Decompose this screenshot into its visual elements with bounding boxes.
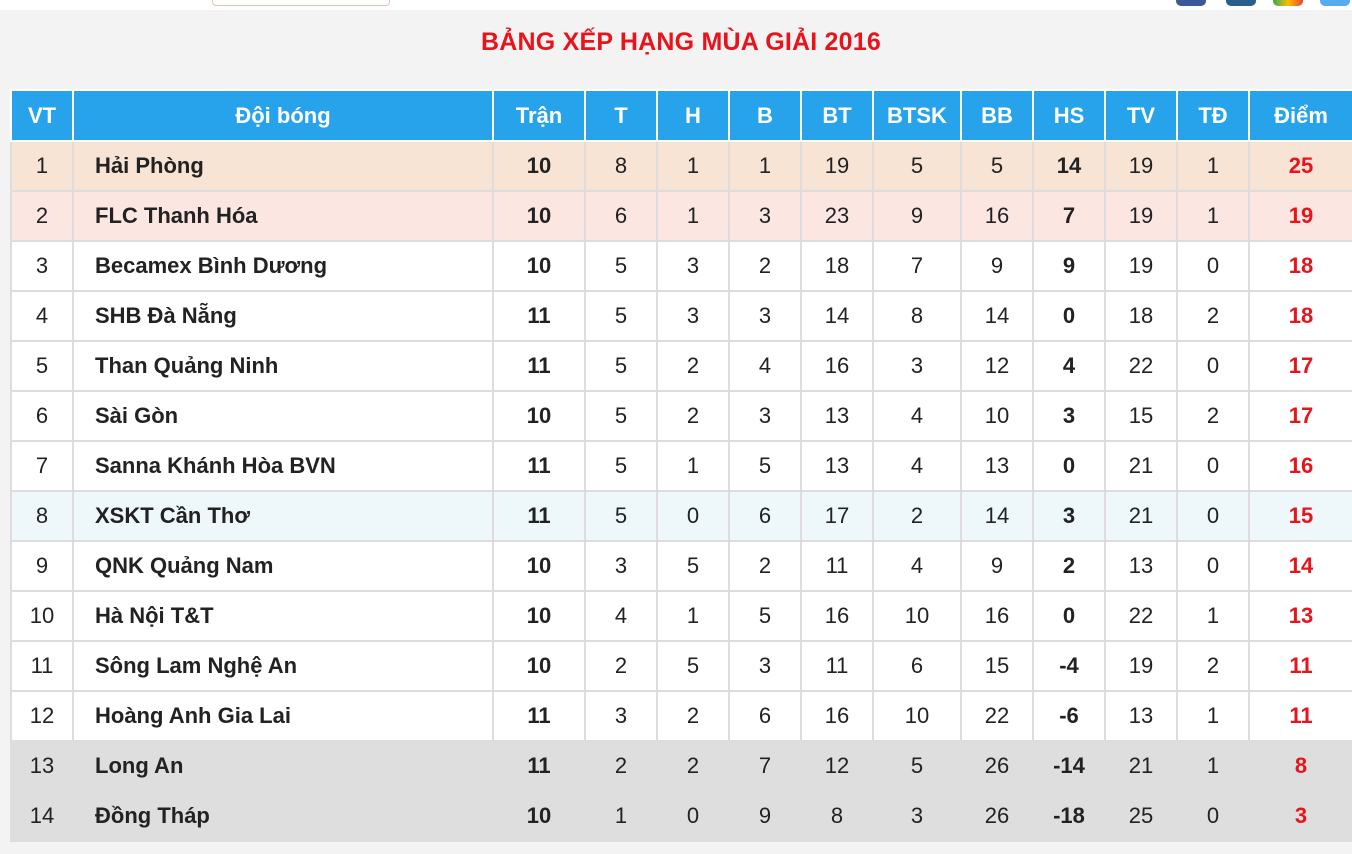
cell-goals-for: 12 [801, 741, 873, 791]
cell-draws: 1 [657, 441, 729, 491]
cell-tv: 22 [1105, 591, 1177, 641]
cell-wins: 1 [585, 791, 657, 841]
cell-goal-difference: 7 [1033, 191, 1105, 241]
cell-td: 0 [1177, 541, 1249, 591]
cell-played: 10 [493, 241, 585, 291]
cell-btsk: 6 [873, 641, 961, 691]
cell-tv: 21 [1105, 741, 1177, 791]
instagram-icon[interactable] [1226, 0, 1256, 6]
cell-losses: 4 [729, 341, 801, 391]
column-header-losses[interactable]: B [729, 90, 801, 141]
cell-draws: 1 [657, 191, 729, 241]
cell-tv: 19 [1105, 191, 1177, 241]
table-body [11, 141, 1352, 841]
cell-goals-for: 13 [801, 441, 873, 491]
cell-btsk: 9 [873, 191, 961, 241]
cell-losses: 3 [729, 391, 801, 441]
cell-played: 10 [493, 791, 585, 841]
cell-td: 1 [1177, 691, 1249, 741]
cell-position: 1 [11, 141, 73, 191]
table-row[interactable] [11, 541, 1352, 591]
cell-team-name[interactable]: Sài Gòn [73, 391, 493, 441]
cell-points: 17 [1249, 391, 1352, 441]
cell-team-name[interactable]: SHB Đà Nẵng [73, 291, 493, 341]
cell-points: 3 [1249, 791, 1352, 841]
cell-wins: 5 [585, 291, 657, 341]
cell-points: 11 [1249, 691, 1352, 741]
cell-td: 1 [1177, 191, 1249, 241]
cell-team-name[interactable]: QNK Quảng Nam [73, 541, 493, 591]
cell-goals-against: 12 [961, 341, 1033, 391]
cell-goals-against: 9 [961, 541, 1033, 591]
cell-wins: 5 [585, 341, 657, 391]
cell-team-name[interactable]: Hoàng Anh Gia Lai [73, 691, 493, 741]
cell-goals-for: 8 [801, 791, 873, 841]
cell-played: 10 [493, 191, 585, 241]
cell-td: 0 [1177, 341, 1249, 391]
cell-played: 11 [493, 491, 585, 541]
table-row[interactable] [11, 241, 1352, 291]
cell-wins: 5 [585, 441, 657, 491]
cell-wins: 6 [585, 191, 657, 241]
cell-tv: 18 [1105, 291, 1177, 341]
cell-goal-difference: 0 [1033, 591, 1105, 641]
column-header-played[interactable]: Trận [493, 90, 585, 141]
column-header-team[interactable]: Đội bóng [73, 90, 493, 141]
cell-tv: 13 [1105, 541, 1177, 591]
cell-btsk: 2 [873, 491, 961, 541]
cell-goals-for: 14 [801, 291, 873, 341]
cell-td: 2 [1177, 391, 1249, 441]
table-row[interactable] [11, 791, 1352, 841]
cell-tv: 21 [1105, 491, 1177, 541]
cell-draws: 0 [657, 491, 729, 541]
cell-goal-difference: 3 [1033, 491, 1105, 541]
cell-goal-difference: 14 [1033, 141, 1105, 191]
cell-btsk: 5 [873, 141, 961, 191]
top-bar [0, 0, 1352, 10]
cell-played: 11 [493, 441, 585, 491]
cell-losses: 5 [729, 441, 801, 491]
cell-points: 15 [1249, 491, 1352, 541]
cell-losses: 9 [729, 791, 801, 841]
cell-btsk: 10 [873, 691, 961, 741]
cell-team-name[interactable]: Long An [73, 741, 493, 791]
cell-tv: 19 [1105, 641, 1177, 691]
cell-draws: 2 [657, 391, 729, 441]
cell-team-name[interactable]: Sanna Khánh Hòa BVN [73, 441, 493, 491]
cell-losses: 2 [729, 241, 801, 291]
cell-team-name[interactable]: Đồng Tháp [73, 791, 493, 841]
cell-goal-difference: -4 [1033, 641, 1105, 691]
cell-goals-for: 18 [801, 241, 873, 291]
cell-played: 10 [493, 541, 585, 591]
cell-goals-against: 13 [961, 441, 1033, 491]
cell-tv: 13 [1105, 691, 1177, 741]
cell-team-name[interactable]: XSKT Cần Thơ [73, 491, 493, 541]
cell-goals-for: 23 [801, 191, 873, 241]
cell-goals-for: 17 [801, 491, 873, 541]
cell-td: 1 [1177, 741, 1249, 791]
column-header-tv[interactable]: TV [1105, 90, 1177, 141]
cell-goal-difference: 2 [1033, 541, 1105, 591]
cell-losses: 7 [729, 741, 801, 791]
cell-position: 5 [11, 341, 73, 391]
cell-goal-difference: -18 [1033, 791, 1105, 841]
cell-goal-difference: 3 [1033, 391, 1105, 441]
cell-tv: 15 [1105, 391, 1177, 441]
table-row[interactable] [11, 341, 1352, 391]
cell-goal-difference: -14 [1033, 741, 1105, 791]
cell-wins: 3 [585, 541, 657, 591]
cell-goals-against: 22 [961, 691, 1033, 741]
cell-wins: 2 [585, 641, 657, 691]
column-header-btsk[interactable]: BTSK [873, 90, 961, 141]
column-header-td[interactable]: TĐ [1177, 90, 1249, 141]
cell-wins: 5 [585, 491, 657, 541]
cell-draws: 1 [657, 591, 729, 641]
cell-position: 8 [11, 491, 73, 541]
cell-losses: 3 [729, 191, 801, 241]
cell-goals-against: 16 [961, 591, 1033, 641]
cell-goals-for: 16 [801, 591, 873, 641]
cell-wins: 5 [585, 241, 657, 291]
cell-wins: 4 [585, 591, 657, 641]
column-header-goals-for[interactable]: BT [801, 90, 873, 141]
cell-position: 4 [11, 291, 73, 341]
cell-draws: 1 [657, 141, 729, 191]
cell-goals-for: 11 [801, 541, 873, 591]
cell-position: 9 [11, 541, 73, 591]
cell-draws: 0 [657, 791, 729, 841]
cell-points: 8 [1249, 741, 1352, 791]
twitter-icon[interactable] [1320, 0, 1350, 6]
table-row[interactable] [11, 191, 1352, 241]
cell-tv: 25 [1105, 791, 1177, 841]
column-header-vt[interactable]: VT [11, 90, 73, 141]
cell-goals-against: 15 [961, 641, 1033, 691]
table-row[interactable] [11, 741, 1352, 791]
table-row[interactable] [11, 491, 1352, 541]
table-row[interactable] [11, 591, 1352, 641]
cell-position: 2 [11, 191, 73, 241]
cell-wins: 5 [585, 391, 657, 441]
cell-btsk: 10 [873, 591, 961, 641]
cell-goals-against: 14 [961, 291, 1033, 341]
cell-team-name[interactable]: FLC Thanh Hóa [73, 191, 493, 241]
cell-position: 3 [11, 241, 73, 291]
cell-btsk: 4 [873, 441, 961, 491]
cell-draws: 2 [657, 341, 729, 391]
cell-draws: 5 [657, 541, 729, 591]
cell-goals-against: 26 [961, 791, 1033, 841]
cell-btsk: 8 [873, 291, 961, 341]
cell-points: 11 [1249, 641, 1352, 691]
cell-goals-against: 10 [961, 391, 1033, 441]
cell-played: 10 [493, 641, 585, 691]
table-row[interactable] [11, 691, 1352, 741]
cell-position: 10 [11, 591, 73, 641]
column-header-wins[interactable]: T [585, 90, 657, 141]
cell-goal-difference: 0 [1033, 291, 1105, 341]
cell-wins: 8 [585, 141, 657, 191]
cell-goals-for: 13 [801, 391, 873, 441]
cell-played: 11 [493, 741, 585, 791]
cell-position: 13 [11, 741, 73, 791]
cell-btsk: 7 [873, 241, 961, 291]
cell-goals-against: 14 [961, 491, 1033, 541]
cell-goals-for: 16 [801, 341, 873, 391]
cell-played: 11 [493, 291, 585, 341]
cell-tv: 19 [1105, 241, 1177, 291]
cell-draws: 5 [657, 641, 729, 691]
cell-team-name[interactable]: Sông Lam Nghệ An [73, 641, 493, 691]
cell-btsk: 5 [873, 741, 961, 791]
cell-btsk: 4 [873, 391, 961, 441]
cell-points: 18 [1249, 291, 1352, 341]
cell-points: 14 [1249, 541, 1352, 591]
cell-position: 6 [11, 391, 73, 441]
table-row[interactable] [11, 391, 1352, 441]
cell-goals-for: 11 [801, 641, 873, 691]
table-row[interactable] [11, 441, 1352, 491]
cell-draws: 3 [657, 241, 729, 291]
cell-goal-difference: 4 [1033, 341, 1105, 391]
cell-td: 1 [1177, 141, 1249, 191]
cell-team-name[interactable]: Becamex Bình Dương [73, 241, 493, 291]
table-row[interactable] [11, 141, 1352, 191]
cell-goals-against: 26 [961, 741, 1033, 791]
cell-losses: 6 [729, 691, 801, 741]
cell-played: 10 [493, 141, 585, 191]
cell-team-name[interactable]: Than Quảng Ninh [73, 341, 493, 391]
cell-points: 17 [1249, 341, 1352, 391]
cell-btsk: 3 [873, 341, 961, 391]
standings-table [10, 89, 1352, 842]
cell-td: 0 [1177, 441, 1249, 491]
cell-played: 10 [493, 591, 585, 641]
cell-goal-difference: -6 [1033, 691, 1105, 741]
cell-goals-against: 5 [961, 141, 1033, 191]
cell-btsk: 4 [873, 541, 961, 591]
cell-goals-against: 16 [961, 191, 1033, 241]
cell-position: 11 [11, 641, 73, 691]
page-title: BẢNG XẾP HẠNG MÙA GIẢI 2016 [481, 28, 881, 56]
facebook-icon[interactable] [1176, 0, 1206, 6]
cell-tv: 22 [1105, 341, 1177, 391]
column-header-goal-difference[interactable]: HS [1033, 90, 1105, 141]
cell-td: 1 [1177, 591, 1249, 641]
column-header-draws[interactable]: H [657, 90, 729, 141]
cell-points: 19 [1249, 191, 1352, 241]
cell-draws: 2 [657, 741, 729, 791]
cell-goals-against: 9 [961, 241, 1033, 291]
table-row[interactable] [11, 641, 1352, 691]
cell-points: 13 [1249, 591, 1352, 641]
cell-td: 0 [1177, 491, 1249, 541]
search-input[interactable] [212, 0, 390, 6]
cell-losses: 3 [729, 291, 801, 341]
cell-team-name[interactable]: Hà Nội T&T [73, 591, 493, 641]
cell-points: 18 [1249, 241, 1352, 291]
cell-position: 7 [11, 441, 73, 491]
cell-losses: 1 [729, 141, 801, 191]
cell-tv: 21 [1105, 441, 1177, 491]
cell-played: 11 [493, 341, 585, 391]
cell-tv: 19 [1105, 141, 1177, 191]
cell-goal-difference: 0 [1033, 441, 1105, 491]
cell-losses: 3 [729, 641, 801, 691]
cell-points: 16 [1249, 441, 1352, 491]
cell-goals-for: 19 [801, 141, 873, 191]
cell-td: 2 [1177, 291, 1249, 341]
cell-played: 11 [493, 691, 585, 741]
cell-td: 0 [1177, 241, 1249, 291]
cell-team-name[interactable]: Hải Phòng [73, 141, 493, 191]
google-icon[interactable] [1273, 0, 1303, 6]
table-row[interactable] [11, 291, 1352, 341]
cell-wins: 3 [585, 691, 657, 741]
cell-points: 25 [1249, 141, 1352, 191]
cell-position: 12 [11, 691, 73, 741]
cell-draws: 3 [657, 291, 729, 341]
cell-position: 14 [11, 791, 73, 841]
column-header-goals-against[interactable]: BB [961, 90, 1033, 141]
cell-wins: 2 [585, 741, 657, 791]
cell-td: 0 [1177, 791, 1249, 841]
cell-losses: 6 [729, 491, 801, 541]
cell-losses: 2 [729, 541, 801, 591]
cell-btsk: 3 [873, 791, 961, 841]
column-header-points[interactable]: Điểm [1249, 90, 1352, 141]
cell-draws: 2 [657, 691, 729, 741]
cell-losses: 5 [729, 591, 801, 641]
table-header-row [11, 90, 1352, 141]
cell-played: 10 [493, 391, 585, 441]
cell-goal-difference: 9 [1033, 241, 1105, 291]
cell-td: 2 [1177, 641, 1249, 691]
cell-goals-for: 16 [801, 691, 873, 741]
